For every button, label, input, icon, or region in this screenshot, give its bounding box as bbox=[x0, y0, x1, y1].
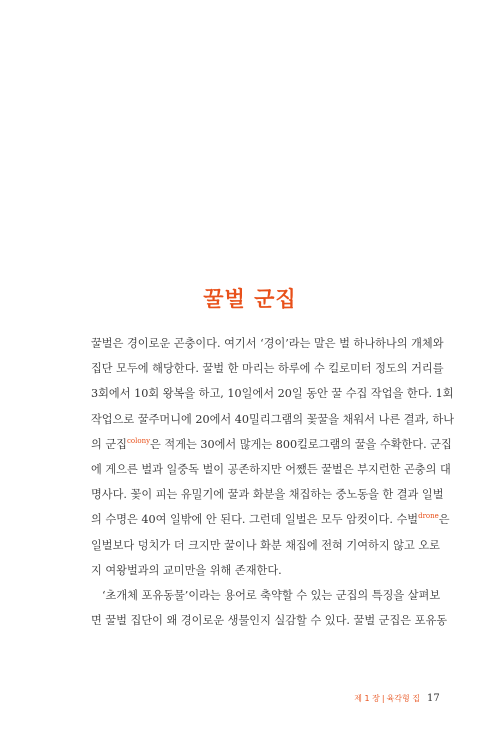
footnote-term-colony: colony bbox=[126, 436, 151, 445]
chapter-label: 제 1 장 bbox=[354, 694, 380, 703]
text-fragment: 은 bbox=[438, 513, 450, 527]
text-line: 작업으로 꿀주머니에 20에서 40밀리그램의 꽃꿀을 채워서 나른 결과, 하나 bbox=[91, 412, 455, 426]
running-header bbox=[354, 692, 420, 706]
text-line: 면 꿀벌 집단이 왜 경이로운 생물인지 실감할 수 있다. 꿀벌 군집은 포유동 bbox=[91, 614, 448, 628]
text-line: 일벌보다 덩치가 더 크지만 꿀이나 화분 채집에 전혀 기여하지 않고 오로 bbox=[91, 538, 440, 552]
text-line: ‘초개체 포유동물’이라는 용어로 축약할 수 있는 군집의 특징을 살펴보 bbox=[102, 588, 441, 602]
page-number: 17 bbox=[427, 693, 440, 704]
section-title: 꿀벌 군집 bbox=[203, 287, 297, 311]
text-line: 꿀벌은 경이로운 곤충이다. 여기서 ‘경이’라는 말은 벌 하나하나의 개체와 bbox=[91, 337, 444, 350]
section-label: 육각형 집 bbox=[386, 694, 420, 703]
text-fragment: 은 적게는 30에서 많게는 800킬로그램의 꿀을 수확한다. 군집 bbox=[150, 437, 452, 451]
separator: | bbox=[381, 694, 385, 703]
body-text bbox=[91, 331, 455, 633]
text-line: 집단 모두에 해당한다. 꿀벌 한 마리는 하루에 수 킬로미터 정도의 거리를 bbox=[91, 362, 444, 376]
text-fragment: 의 군집 bbox=[91, 437, 127, 451]
page-footer bbox=[0, 692, 500, 706]
text-line: 지 여왕벌과의 교미만을 위해 존재한다. bbox=[91, 563, 282, 577]
footnote-term-drone: drone bbox=[418, 512, 439, 521]
text-line: 3회에서 10회 왕복을 하고, 10일에서 20일 동안 꿀 수집 작업을 한다. 1회 bbox=[91, 387, 454, 401]
text-line: 에 게으른 벌과 일중독 벌이 공존하지만 어쨌든 꿀벌은 부지런한 곤충의 대 bbox=[91, 462, 451, 476]
text-line: 명사다. 꽃이 피는 유밀기에 꿀과 화분을 채집하는 중노동을 한 결과 일벌 bbox=[91, 488, 444, 502]
text-line bbox=[91, 432, 452, 457]
text-fragment: 의 수명은 40여 일밖에 안 된다. 그런데 일벌은 모두 암컷이다. 수벌 bbox=[91, 513, 419, 527]
text-line bbox=[91, 507, 450, 532]
